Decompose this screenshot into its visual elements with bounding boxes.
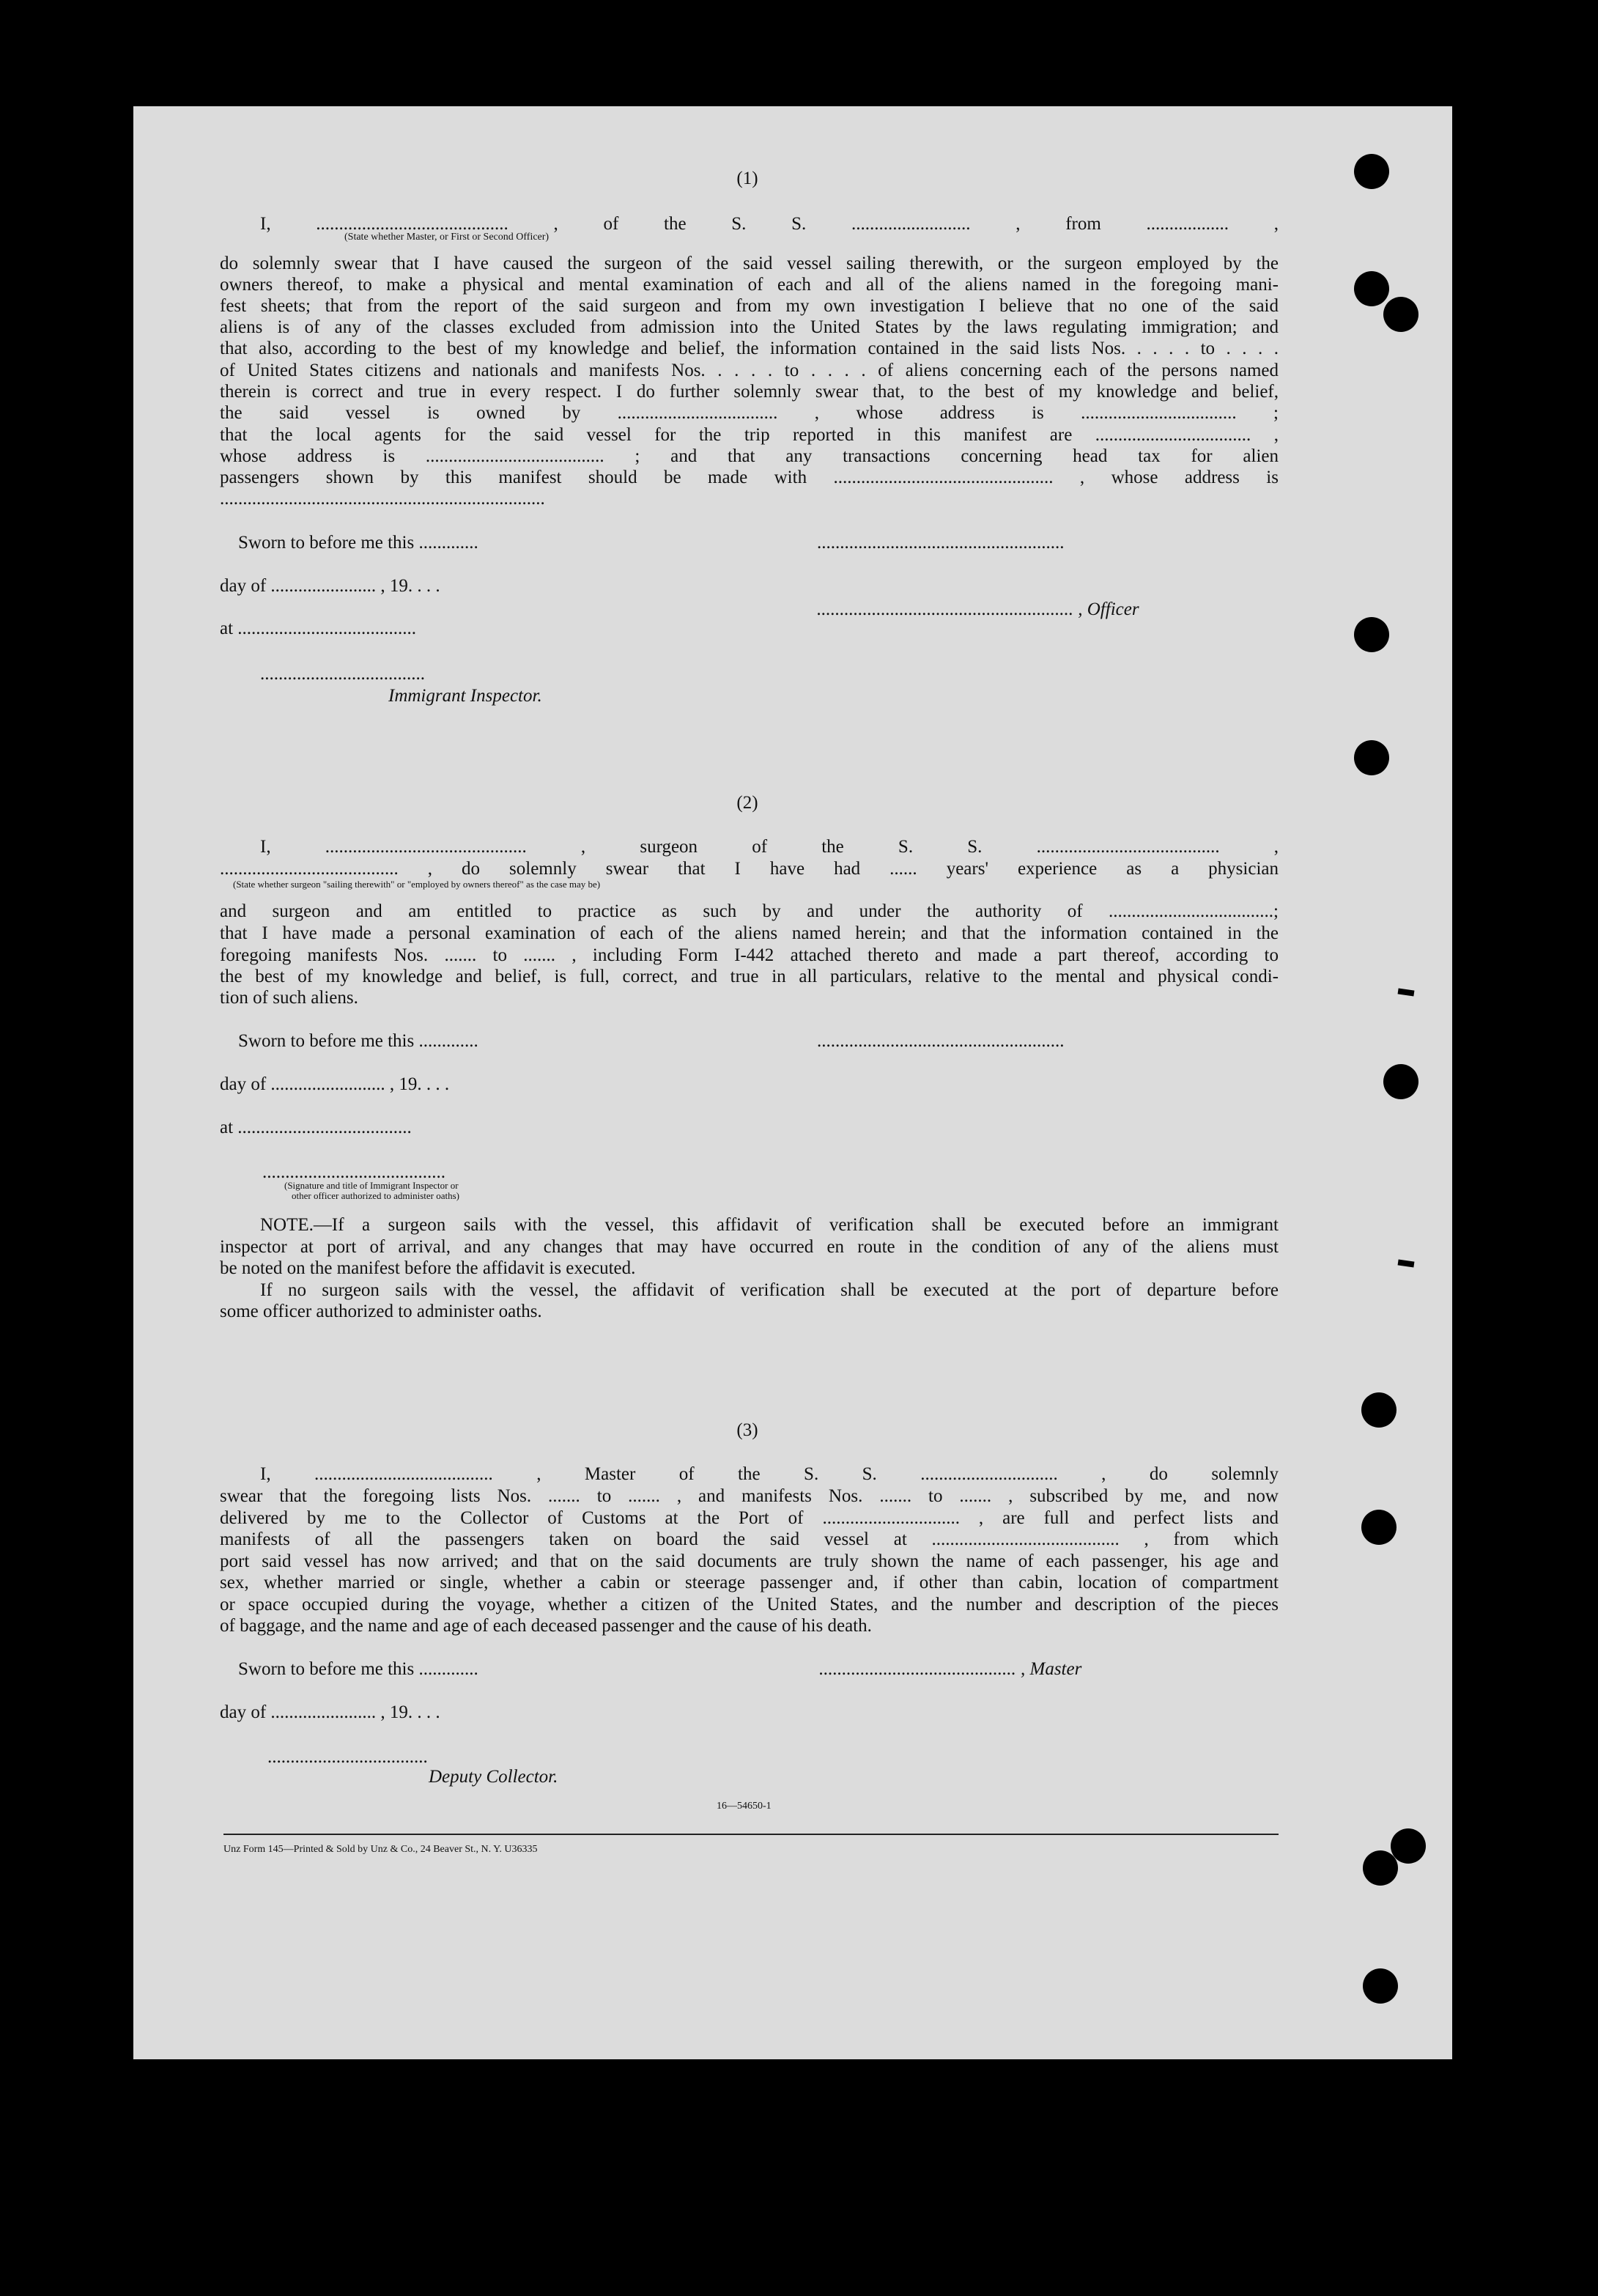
s3-para-line: of baggage, and the name and age of each deceased passenger and the cause of his death.	[220, 1616, 872, 1636]
punch-hole	[1383, 297, 1418, 332]
s1-para-line: aliens is of any of the classes excluded from admission into the United States by the laws regulating immigration; and	[220, 317, 1279, 337]
s2-day: day of ......................... , 19. . . .	[220, 1074, 450, 1094]
s2-note-line: NOTE.—If a surgeon sails with the vessel, this affidavit of verification shall be executed before an immigrant	[260, 1215, 1279, 1235]
s2-at: at ......................................	[220, 1118, 412, 1137]
s1-inspector-line: ....................................	[260, 664, 425, 684]
form-number: 16—54650-1	[717, 1801, 772, 1812]
s2-signature-note-2: other officer authorized to administer oaths)	[292, 1190, 459, 1201]
s3-para-line: sex, whether married or single, whether a cabin or steerage passenger and, if other than cabin, location of compartment	[220, 1573, 1279, 1592]
s1-para-line: do solemnly swear that I have caused the surgeon of the said vessel sailing therewith, or the surgeon employed by the	[220, 254, 1279, 273]
s1-para-line: passengers shown by this manifest should be made with ................................................ , whose address is	[220, 468, 1279, 487]
s2-note-line: be noted on the manifest before the affidavit is executed.	[220, 1258, 636, 1278]
s3-para-line: I, ....................................... , Master of the S. S. .............................. , do solemnly	[260, 1464, 1279, 1484]
s1-para-line: .......................................................................	[220, 489, 545, 509]
s1-para-line: the said vessel is owned by ................................... , whose address is .................................. ;	[220, 403, 1279, 423]
s1-para-line: whose address is ....................................... ; and that any transactions concerning head tax for alien	[220, 446, 1279, 466]
s2-line-2: ....................................... , do solemnly swear that I have had ...... years' experience as a physician	[220, 859, 1279, 879]
s1-day: day of ....................... , 19. . . .	[220, 576, 440, 596]
s1-officer-text: ........................................................ , Officer	[817, 599, 1139, 619]
s3-deputy-line: ...................................	[267, 1747, 428, 1767]
punch-hole	[1363, 1850, 1398, 1886]
s3-master	[819, 1658, 1081, 1680]
s1-para-line: therein is correct and true in every respect. I do further solemnly swear that, to the best of my knowledge and belief,	[220, 382, 1279, 402]
s3-para-line: port said vessel has now arrived; and that on the said documents are truly shown the name of each passenger, his age and	[220, 1551, 1279, 1571]
punch-hole	[1361, 1392, 1397, 1428]
s1-para-line: that the local agents for the said vessel for the trip reported in this manifest are .................................. ,	[220, 425, 1279, 445]
punch-hole	[1361, 1510, 1397, 1545]
punch-hole	[1354, 154, 1389, 189]
punch-hole	[1354, 740, 1389, 775]
s1-officer	[817, 599, 1139, 620]
s1-line-1-note: (State whether Master, or First or Second Officer)	[344, 232, 550, 243]
section-3-heading: (3)	[736, 1420, 758, 1440]
s2-signature-line: ......................................................	[817, 1031, 1065, 1051]
punch-hole	[1391, 1828, 1426, 1864]
footer-rule	[223, 1834, 1279, 1835]
s2-sworn: Sworn to before me this .............	[238, 1031, 478, 1051]
s1-para-line: that also, according to the best of my knowledge and belief, the information contained in the said lists Nos. . . . . to . . . .	[220, 339, 1279, 358]
s3-para-line: swear that the foregoing lists Nos. ....... to ....... , and manifests Nos. ....... to ....... , subscribed by me, and now	[220, 1486, 1279, 1506]
s2-para-line: tion of such aliens.	[220, 988, 358, 1008]
s2-line-2-note: (State whether surgeon "sailing therewith" or "employed by owners thereof" as the case may be)	[233, 879, 601, 890]
s2-line-1: I, ............................................ , surgeon of the S. S. ........................................ ,	[260, 837, 1279, 857]
s3-para-line: manifests of all the passengers taken on board the said vessel at ......................................... , from which	[220, 1529, 1279, 1549]
s2-para-line: and surgeon and am entitled to practice as such by and under the authority of ....................................;	[220, 901, 1279, 921]
s1-para-line: of United States citizens and nationals and manifests Nos. . . . . to . . . . of aliens concerning each of the persons named	[220, 361, 1279, 380]
s3-para-line: or space occupied during the voyage, whether a citizen of the United States, and the number and description of the pieces	[220, 1595, 1279, 1614]
s3-deputy-title: Deputy Collector.	[429, 1767, 558, 1787]
s2-para-line: foregoing manifests Nos. ....... to ....... , including Form I-442 attached thereto and made a part thereof, according to	[220, 945, 1279, 965]
s1-para-line: fest sheets; that from the report of the said surgeon and from my own investigation I believe that no one of the said	[220, 296, 1279, 316]
s1-line-1: I, .......................................... , of the S. S. .......................... , from .................. ,	[260, 214, 1279, 234]
s2-para-line: that I have made a personal examination of each of the aliens named herein; and that the information contained in the	[220, 923, 1279, 943]
section-1-heading: (1)	[736, 169, 758, 188]
s3-sworn: Sworn to before me this .............	[238, 1659, 478, 1679]
footer-imprint: Unz Form 145—Printed & Sold by Unz & Co., 24 Beaver St., N. Y. U36335	[223, 1844, 538, 1855]
s2-note-2-line: If no surgeon sails with the vessel, the affidavit of verification shall be executed at the port of departure before	[260, 1280, 1279, 1300]
s2-signature-dots: ........................................	[262, 1162, 445, 1182]
section-2-heading: (2)	[736, 793, 758, 813]
s3-para-line: delivered by me to the Collector of Customs at the Port of .............................. , are full and perfect lists and	[220, 1508, 1279, 1528]
s3-master-text: ........................................... , Master	[819, 1659, 1082, 1679]
s2-para-line: the best of my knowledge and belief, is full, correct, and true in all particulars, relative to the mental and physical condi-	[220, 967, 1279, 986]
s2-note-2-line: some officer authorized to administer oaths.	[220, 1302, 542, 1321]
punch-hole	[1363, 1968, 1398, 2004]
s2-signature-note-1: (Signature and title of Immigrant Inspector or	[284, 1180, 459, 1191]
s1-at: at .......................................	[220, 619, 417, 638]
s2-note-line: inspector at port of arrival, and any changes that may have occurred en route in the condition of any of the aliens must	[220, 1237, 1279, 1257]
s3-day: day of ....................... , 19. . . .	[220, 1702, 440, 1722]
punch-hole	[1383, 1064, 1418, 1099]
punch-hole	[1354, 617, 1389, 652]
s1-sworn: Sworn to before me this .............	[238, 533, 478, 553]
s1-para-line: owners thereof, to make a physical and mental examination of each and all of the aliens named in the foregoing mani-	[220, 275, 1279, 295]
punch-hole	[1354, 271, 1389, 306]
s1-inspector-title: Immigrant Inspector.	[388, 686, 542, 706]
s1-signature-line: ......................................................	[817, 533, 1065, 553]
